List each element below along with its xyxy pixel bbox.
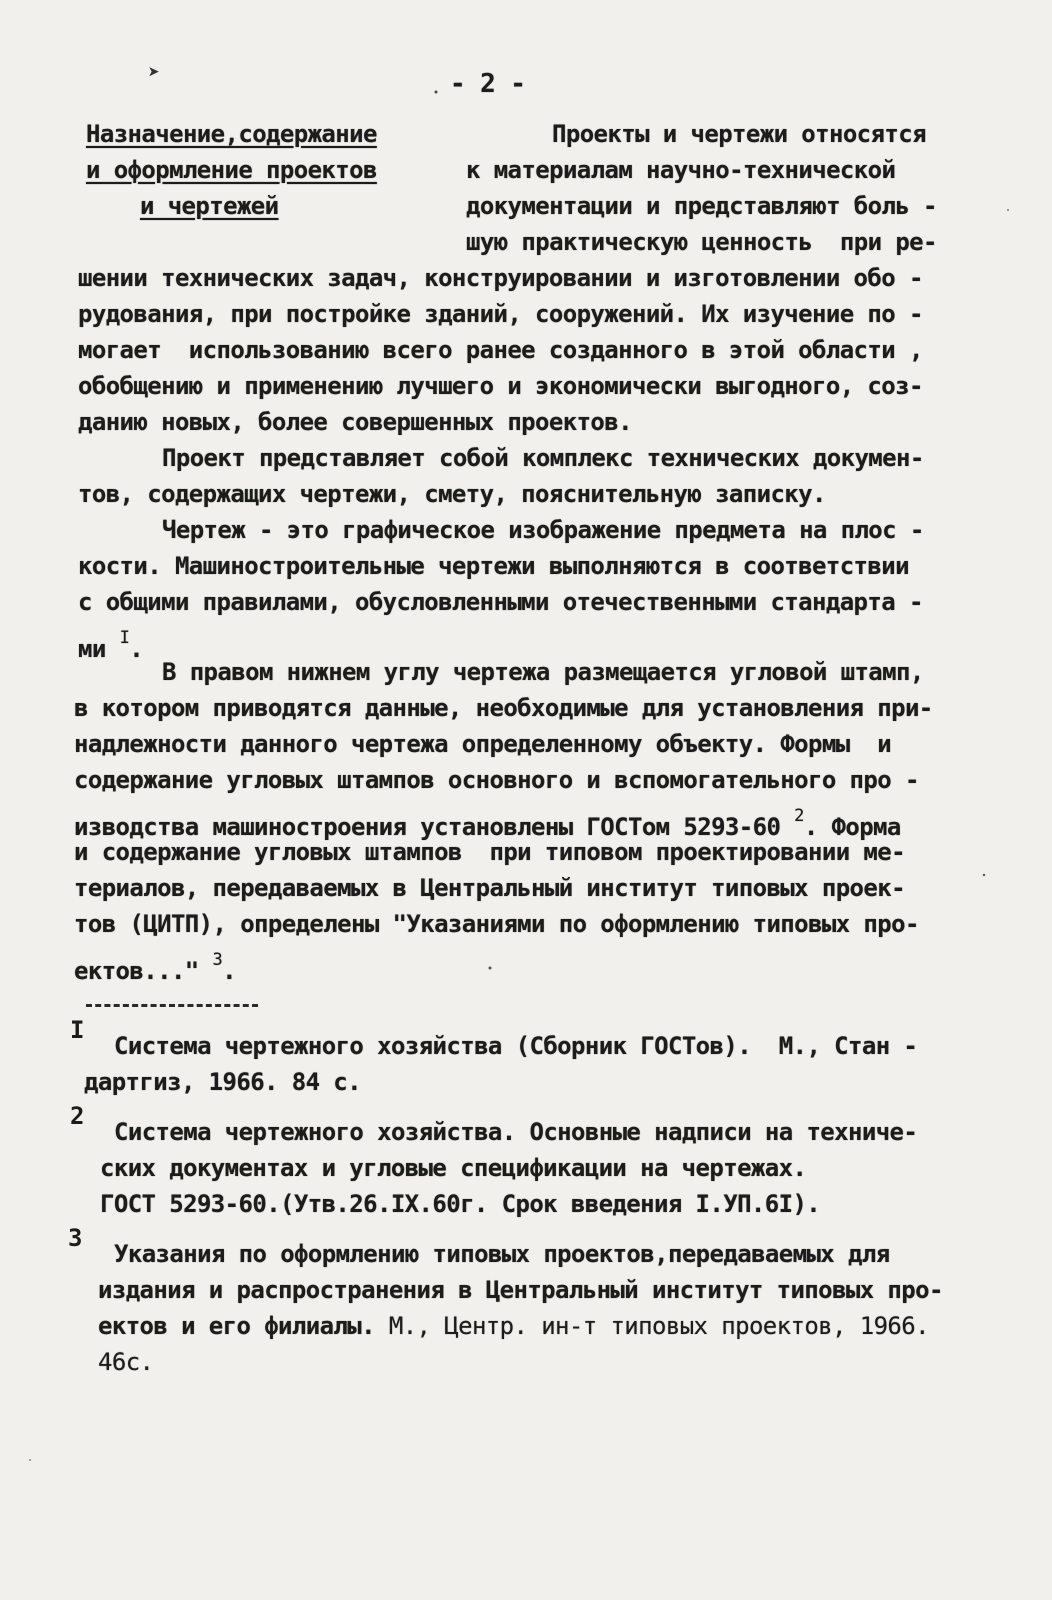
para1-line-7: могает использованию всего ранее созданного в этой области , bbox=[78, 336, 923, 364]
footnote-2-line-1: Система чертежного хозяйства. Основные надписи на техниче- bbox=[114, 1118, 918, 1146]
speck bbox=[435, 91, 438, 94]
footnote-ref-3: 3 bbox=[212, 950, 223, 970]
speck bbox=[29, 1459, 31, 1461]
para2-line-2: тов, содержащих чертежи, смету, пояснительную записку. bbox=[78, 480, 826, 508]
para4-line-7: териалов, передаваемых в Центральный институт типовых проек- bbox=[74, 874, 905, 902]
footnote-3-line-1: Указания по оформлению типовых проектов,передаваемых для bbox=[114, 1240, 890, 1268]
para1-line-9: данию новых, более совершенных проектов. bbox=[78, 408, 632, 436]
para4-line-5-end: . Форма bbox=[803, 813, 901, 841]
para3-line-4-text: ми bbox=[78, 635, 106, 663]
para3-line-2: кости. Машиностроительные чертежи выполняются в соответствии bbox=[78, 552, 909, 580]
para1-line-8: обобщению и применению лучшего и экономически выгодного, соз- bbox=[78, 372, 923, 400]
speck bbox=[983, 874, 985, 876]
footnote-1-line-2: дартгиз, 1966. 84 с. bbox=[84, 1068, 361, 1096]
heading-line-1: Назначение,содержание bbox=[86, 120, 377, 148]
para4-line-5-text: изводства машиностроения установлены ГОСТом 5293-60 bbox=[74, 813, 781, 841]
footnote-1-line-1: Система чертежного хозяйства (Сборник ГОСТов). М., Стан - bbox=[114, 1032, 918, 1060]
para1-line-1: Проекты и чертежи относятся bbox=[552, 120, 926, 148]
footnote-3-number: 3 bbox=[68, 1224, 83, 1252]
speck bbox=[1007, 209, 1009, 211]
para3-line-4-end: . bbox=[129, 635, 144, 663]
footnote-ref-1: I bbox=[119, 628, 130, 648]
para1-line-6: рудования, при постройке зданий, сооружений. Их изучение по - bbox=[78, 300, 923, 328]
footnote-2-number: 2 bbox=[70, 1102, 85, 1130]
footnote-separator bbox=[86, 1004, 258, 1007]
para1-line-5: шении технических задач, конструировании и изготовлении обо - bbox=[78, 264, 923, 292]
para2-line-1: Проект представляет собой комплекс технических докумен- bbox=[162, 444, 924, 472]
footnote-2-line-3: ГОСТ 5293-60.(Утв.26.IX.60г. Срок введения I.УП.6I). bbox=[100, 1190, 821, 1218]
para4-line-8: тов (ЦИТП), определены "Указаниями по оформлению типовых про- bbox=[74, 910, 919, 938]
para1-line-4: шую практическую ценность при ре- bbox=[466, 228, 937, 256]
para4-line-4: содержание угловых штампов основного и вспомогательного про - bbox=[74, 766, 919, 794]
para4-line-9 bbox=[74, 942, 236, 989]
page-number: - 2 - bbox=[450, 69, 526, 99]
para4-line-9-end: . bbox=[222, 957, 237, 985]
para4-line-3: надлежности данного чертежа определенному объекту. Формы и bbox=[74, 730, 892, 758]
corner-mark: ➤ bbox=[148, 60, 161, 84]
speck bbox=[489, 967, 492, 970]
para1-line-3: документации и представляют боль - bbox=[466, 192, 937, 220]
footnote-3-line-3b: М., Центр. ин-т типовых проектов, 1966. bbox=[388, 1312, 929, 1340]
para3-line-3: с общими правилами, обусловленными отечественными стандарта - bbox=[78, 588, 923, 616]
heading-line-2: и оформление проектов bbox=[86, 156, 377, 184]
para4-line-6: и содержание угловых штампов при типовом проектировании ме- bbox=[74, 838, 905, 866]
para3-line-1: Чертеж - это графическое изображение предмета на плос - bbox=[162, 516, 924, 544]
heading-line-3: и чертежей bbox=[140, 192, 279, 220]
para4-line-1: В правом нижнем углу чертежа размещается угловой штамп, bbox=[162, 658, 924, 686]
footnote-ref-2: 2 bbox=[794, 806, 804, 826]
para3-line-4 bbox=[78, 620, 143, 667]
para4-line-9-text: ектов..." bbox=[74, 957, 199, 985]
footnote-3-line-3 bbox=[98, 1308, 929, 1344]
footnote-3-line-3a: ектов и его филиалы. bbox=[98, 1312, 375, 1340]
para1-line-2: к материалам научно-технической bbox=[466, 156, 896, 184]
footnote-1-number: I bbox=[70, 1016, 85, 1044]
footnote-3-line-4: 46с. bbox=[98, 1348, 154, 1376]
footnote-2-line-2: ских документах и угловые спецификации на чертежах. bbox=[100, 1154, 807, 1182]
para4-line-2: в котором приводятся данные, необходимые для установления при- bbox=[74, 694, 933, 722]
footnote-3-line-2: издания и распространения в Центральный институт типовых про- bbox=[98, 1276, 943, 1304]
